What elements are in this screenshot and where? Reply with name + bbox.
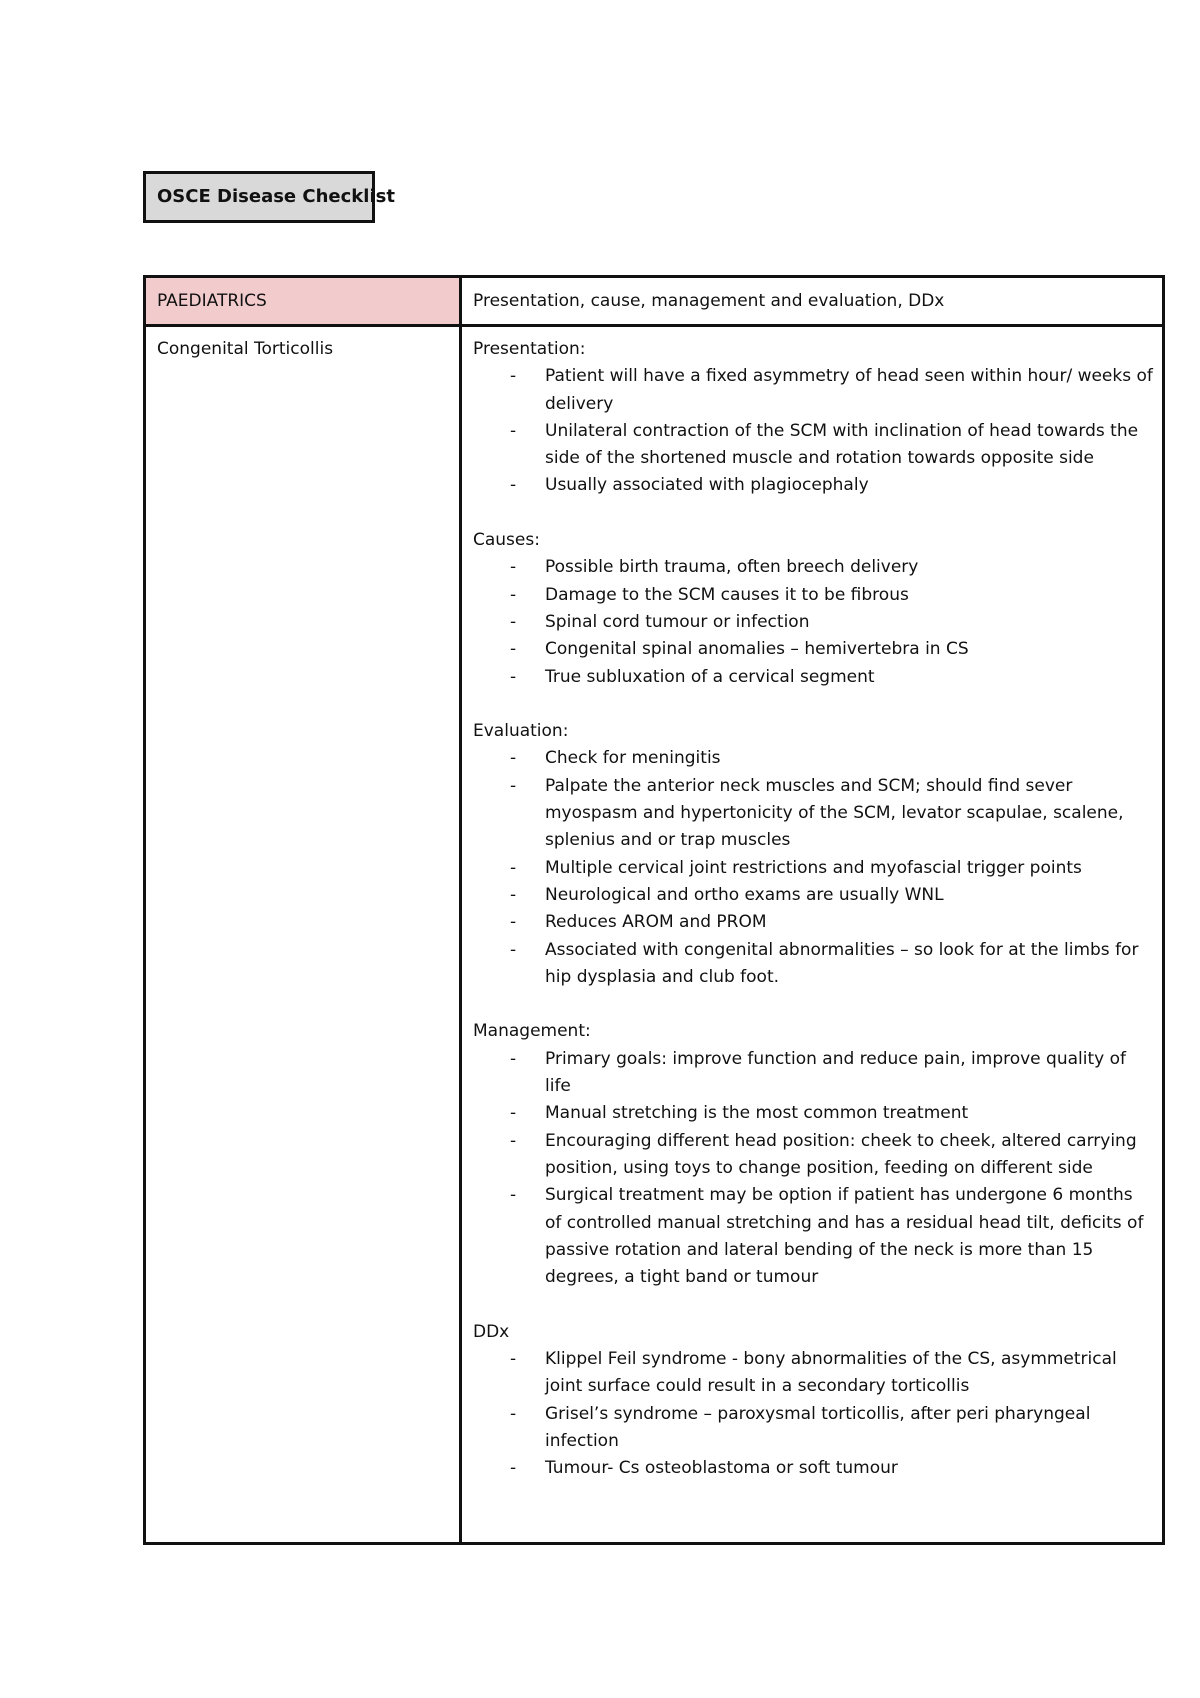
dash-bullet: -	[510, 1130, 517, 1151]
list-item	[473, 745, 1153, 772]
dash-bullet: -	[510, 611, 517, 632]
dash-bullet: -	[510, 1103, 517, 1124]
dash-bullet: -	[510, 775, 517, 796]
list-item	[473, 855, 1153, 882]
list-item-text: Manual stretching is the most common treatment	[545, 1103, 969, 1124]
dash-bullet: -	[510, 1403, 517, 1424]
list-item	[473, 1346, 1153, 1401]
section-list	[473, 1046, 1153, 1292]
column-divider	[459, 278, 462, 1542]
list-item-text: Spinal cord tumour or infection	[545, 611, 810, 632]
list-item	[473, 1182, 1153, 1291]
list-item	[473, 1100, 1153, 1127]
list-item	[473, 609, 1153, 636]
section-list	[473, 745, 1153, 991]
list-item	[473, 554, 1153, 581]
list-item	[473, 636, 1153, 663]
dash-bullet: -	[510, 666, 517, 687]
header-divider	[146, 324, 1162, 327]
list-item	[473, 937, 1153, 992]
section-title: Presentation:	[473, 339, 586, 359]
header-category: PAEDIATRICS	[146, 278, 459, 324]
dash-bullet: -	[510, 939, 517, 960]
list-item-text: Congenital spinal anomalies – hemivertebra in CS	[545, 639, 969, 660]
checklist-table	[143, 275, 1165, 1545]
dash-bullet: -	[510, 912, 517, 933]
list-item	[473, 1455, 1153, 1482]
list-item	[473, 1401, 1153, 1456]
list-item-text: Encouraging different head position: cheek to cheek, altered carrying position, using toys to change position, feeding on different side	[545, 1130, 1137, 1178]
section-title: Evaluation:	[473, 721, 569, 742]
list-item	[473, 363, 1153, 418]
section-spacer	[473, 691, 1153, 718]
section-title: DDx	[473, 1321, 510, 1342]
dash-bullet: -	[510, 1185, 517, 1206]
condition-details	[473, 336, 1153, 1482]
list-item-text: Damage to the SCM causes it to be fibrous	[545, 584, 909, 605]
list-item	[473, 1046, 1153, 1101]
header-topics: Presentation, cause, management and evaluation, DDx	[473, 291, 945, 311]
dash-bullet: -	[510, 475, 517, 496]
list-item-text: Reduces AROM and PROM	[545, 912, 767, 933]
section-title: Management:	[473, 1021, 591, 1042]
list-item	[473, 909, 1153, 936]
list-item-text: Unilateral contraction of the SCM with inclination of head towards the side of the shortened muscle and rotation towards opposite side	[545, 420, 1139, 469]
dash-bullet: -	[510, 584, 517, 605]
dash-bullet: -	[510, 639, 517, 660]
list-item	[473, 582, 1153, 609]
list-item-text: Grisel’s syndrome – paroxysmal torticollis, after peri pharyngeal infection	[545, 1403, 1091, 1451]
list-item-text: Patient will have a fixed asymmetry of head seen within hour/ weeks of delivery	[545, 366, 1153, 414]
list-item	[473, 882, 1153, 909]
list-item-text: Primary goals: improve function and reduce pain, improve quality of life	[545, 1048, 1126, 1097]
list-item-text: Klippel Feil syndrome - bony abnormalities of the CS, asymmetrical joint surface could result in a secondary torticollis	[545, 1348, 1117, 1397]
section-spacer	[473, 1291, 1153, 1318]
list-item-text: True subluxation of a cervical segment	[545, 666, 875, 687]
dash-bullet: -	[510, 857, 517, 878]
list-item-text: Tumour- Cs osteoblastoma or soft tumour	[545, 1458, 898, 1479]
section-title: Causes:	[473, 530, 540, 551]
list-item	[473, 1128, 1153, 1183]
section-spacer	[473, 500, 1153, 527]
condition-name: Congenital Torticollis	[157, 339, 334, 359]
dash-bullet: -	[510, 420, 517, 441]
list-item	[473, 664, 1153, 691]
list-item-text: Usually associated with plagiocephaly	[545, 475, 869, 496]
list-item-text: Neurological and ortho exams are usually WNL	[545, 884, 944, 905]
list-item-text: Possible birth trauma, often breech delivery	[545, 557, 919, 578]
dash-bullet: -	[510, 748, 517, 769]
list-item-text: Check for meningitis	[545, 748, 721, 769]
list-item-text: Palpate the anterior neck muscles and SCM; should find sever myospasm and hypertonicity of the SCM, levator scapulae, scalene, splenius and or trap muscles	[545, 775, 1124, 851]
dash-bullet: -	[510, 1348, 517, 1369]
list-item-text: Surgical treatment may be option if patient has undergone 6 months of controlled manual stretching and has a residual head tilt, deficits of passive rotation and lateral bending of the neck is more than 15 degrees, a tight band or tumour	[545, 1185, 1144, 1288]
list-item	[473, 418, 1153, 473]
section-list	[473, 363, 1153, 499]
dash-bullet: -	[510, 1048, 517, 1069]
section-spacer	[473, 991, 1153, 1018]
dash-bullet: -	[510, 884, 517, 905]
list-item-text: Multiple cervical joint restrictions and myofascial trigger points	[545, 857, 1082, 878]
list-item	[473, 773, 1153, 855]
list-item	[473, 472, 1153, 499]
list-item-text: Associated with congenital abnormalities – so look for at the limbs for hip dysplasia and club foot.	[545, 939, 1139, 987]
section-list	[473, 554, 1153, 690]
section-list	[473, 1346, 1153, 1482]
document-title: OSCE Disease Checklist	[143, 171, 375, 223]
dash-bullet: -	[510, 366, 517, 387]
dash-bullet: -	[510, 557, 517, 578]
dash-bullet: -	[510, 1458, 517, 1479]
